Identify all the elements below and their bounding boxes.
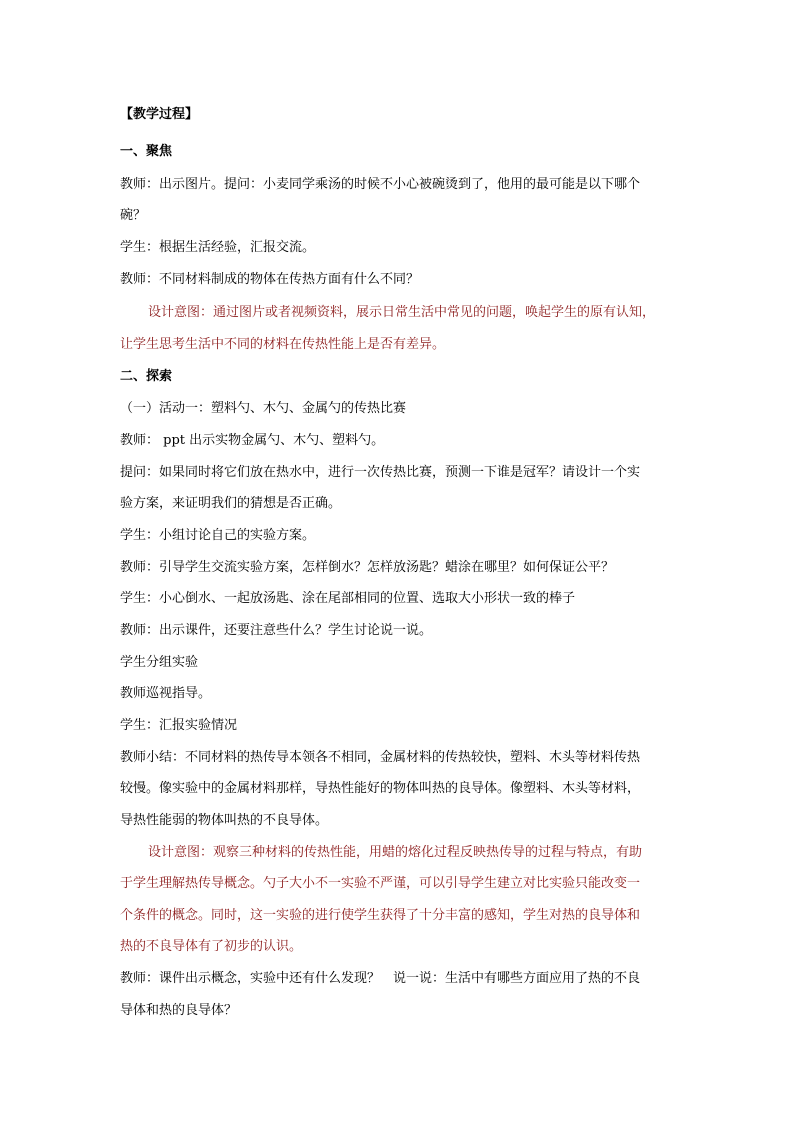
paragraph-line: 较慢。像实验中的金属材料那样，导热性能好的物体叫热的良导体。像塑料、木头等材料， — [120, 781, 641, 796]
paragraph-line: 导热性能弱的物体叫热的不良导体。 — [120, 813, 329, 828]
part2-heading: 二、探索 — [120, 369, 173, 384]
paragraph-line: 验方案，来证明我们的猜想是否正确。 — [120, 496, 342, 511]
paragraph-line: 教师小结：不同材料的热传导本领各不相同，金属材料的传热较快，塑料、木头等材料传热 — [120, 750, 641, 765]
design-intent-line: 设计意图：通过图片或者视频资料，展示日常生活中常见的问题，唤起学生的原有认知， — [148, 305, 656, 320]
design-intent-line: 设计意图：观察三种材料的传热性能，用蜡的熔化过程反映热传导的过程与特点，有助 — [148, 845, 643, 860]
paragraph-line: 学生：小心倒水、一起放汤匙、涂在尾部相同的位置、选取大小形状一致的棒子 — [120, 591, 576, 606]
paragraph-line: 导体和热的良导体？ — [120, 1003, 238, 1018]
paragraph-line: 碗？ — [120, 208, 147, 223]
section-title: 【教学过程】 — [120, 107, 199, 122]
paragraph-line: 教师巡视指导。 — [120, 686, 212, 701]
design-intent-line: 个条件的概念。同时，这一实验的进行使学生获得了十分丰富的感知，学生对热的良导体和 — [120, 908, 641, 923]
design-intent-line: 于学生理解热传导概念。勺子大小不一实验不严谨，可以引导学生建立对比实验只能改变一 — [120, 876, 641, 891]
paragraph-line: 学生：根据生活经验，汇报交流。 — [120, 240, 316, 255]
paragraph-line: 学生：汇报实验情况 — [120, 718, 238, 733]
paragraph-line: 教师： ppt 出示实物金属勺、木勺、塑料勺。 — [120, 433, 385, 448]
paragraph-line: 教师：不同材料制成的物体在传热方面有什么不同？ — [120, 272, 420, 287]
paragraph-line: 学生：小组讨论自己的实验方案。 — [120, 528, 316, 543]
paragraph-line: 教师：出示课件，还要注意些什么？学生讨论说一说。 — [120, 623, 433, 638]
design-intent-line: 让学生思考生活中不同的材料在传热性能上是否有差异。 — [120, 337, 446, 352]
paragraph-line: 提问：如果同时将它们放在热水中，进行一次传热比赛，预测一下谁是冠军？请设计一个实 — [120, 465, 641, 480]
part1-heading: 一、聚焦 — [120, 144, 173, 159]
activity-title: （一）活动一：塑料勺、木勺、金属勺的传热比赛 — [120, 401, 407, 416]
design-intent-line: 热的不良导体有了初步的认识。 — [120, 939, 303, 954]
paragraph-line: 学生分组实验 — [120, 655, 199, 670]
paragraph-line: 教师：引导学生交流实验方案，怎样倒水？怎样放汤匙？蜡涂在哪里？如何保证公平？ — [120, 560, 615, 575]
paragraph-line: 教师：课件出示概念，实验中还有什么发现？ 说一说：生活中有哪些方面应用了热的不良 — [120, 971, 641, 986]
paragraph-line: 教师：出示图片。提问：小麦同学乘汤的时候不小心被碗烫到了，他用的最可能是以下哪个 — [120, 177, 641, 192]
